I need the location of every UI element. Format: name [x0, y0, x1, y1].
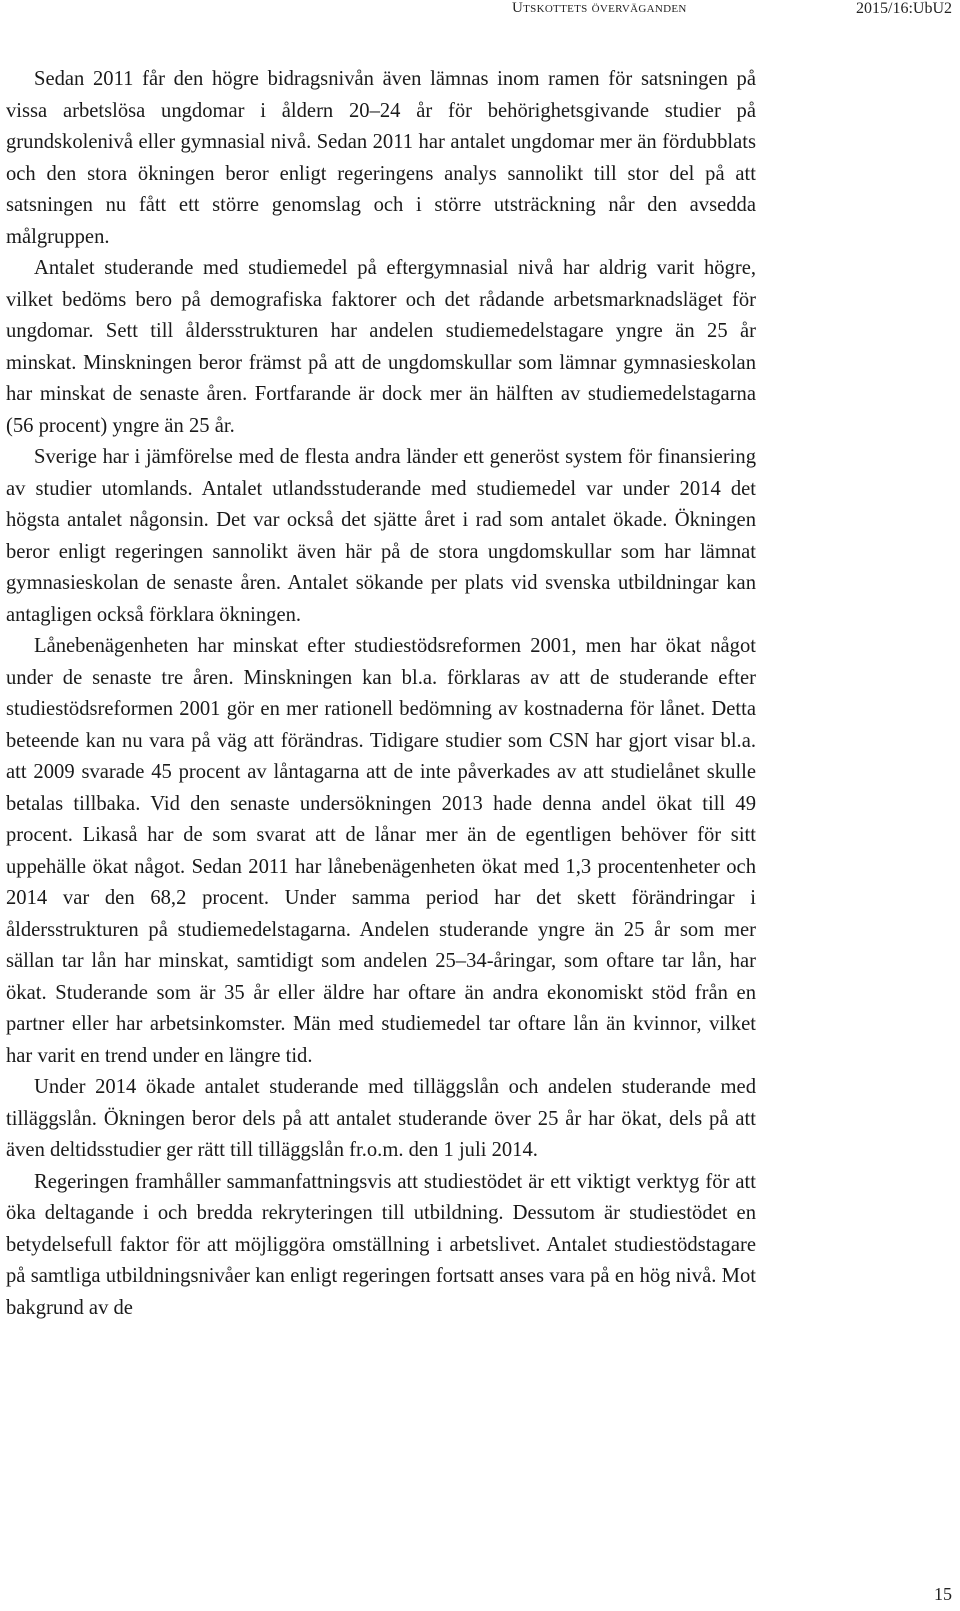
paragraph: Sverige har i jämförelse med de flesta andra länder ett generöst system för finansiering av studier utomlands. Antalet utlandsstuderande med studiemedel var under 2014 det högsta antalet någonsin. Det var också det sjätte året i rad som antalet ökade. Ökningen beror enligt regeringen sannolikt även här på de stora ungdomskullar som har lämnat gymnasieskolan de senaste åren. Antalet sökande per plats vid svenska utbildningar kan antagligen också förklara ökningen.: [6, 446, 756, 626]
header-document-id: 2015/16:UbU2: [856, 0, 952, 17]
paragraph: Regeringen framhåller sammanfattningsvis att studiestödet är ett viktigt verktyg för att öka deltagande i och bredda rekryteringen till utbildning. Dessutom är studiestödet en betydelsefull faktor för att möjliggöra omställning i arbetslivet. Antalet studiestödstagare på samtliga utbildningsnivåer kan enligt regeringen fortsatt anses vara på en hög nivå. Mot bakgrund av de: [6, 1170, 756, 1319]
body-text: [6, 64, 756, 1324]
page-number: 15: [934, 1584, 952, 1604]
paragraph: Antalet studerande med studiemedel på eftergymnasial nivå har aldrig varit högre, vilket bedöms bero på demografiska faktorer och det rådande arbetsmarknadsläget för ungdomar. Sett till åldersstrukturen har andelen studiemedelstagare yngre än 25 år minskat. Minskningen beror främst på att de ungdomskullar som lämnar gymnasieskolan har minskat de senaste åren. Fortfarande är dock mer än hälften av studiemedelstagarna (56 procent) yngre än 25 år.: [6, 257, 756, 437]
running-header: [0, 0, 960, 30]
paragraph: Under 2014 ökade antalet studerande med tilläggslån och andelen studerande med tilläggslån. Ökningen beror dels på att antalet studerande över 25 år har ökat, dels på att även deltidsstudier ger rätt till tilläggslån fr.o.m. den 1 juli 2014.: [6, 1076, 756, 1161]
header-section-title: Utskottets överväganden: [512, 0, 687, 16]
paragraph: Sedan 2011 får den högre bidragsnivån även lämnas inom ramen för satsningen på vissa arbetslösa ungdomar i åldern 20–24 år för behörighetsgivande studier på grundskolenivå eller gymnasial nivå. Sedan 2011 har antalet ungdomar mer än fördubblats och den stora ökningen beror enligt regeringens analys sannolikt till stor del på att satsningen nu fått ett större genomslag och i större utsträckning når den avsedda målgruppen.: [6, 68, 756, 248]
paragraph: Lånebenägenheten har minskat efter studiestödsreformen 2001, men har ökat något under de senaste tre åren. Minskningen kan bl.a. förklaras av att de studerande efter studiestödsreformen 2001 gör en mer rationell bedömning av kostnaderna för lånet. Detta beteende kan nu vara på väg att förändras. Tidigare studier som CSN har gjort visar bl.a. att 2009 svarade 45 procent av låntagarna att de inte påverkades av att studielånet skulle betalas tillbaka. Vid den senaste undersökningen 2013 hade denna andel ökat till 49 procent. Likaså har de som svarat att de lånar mer än de egentligen behöver för sitt uppehälle ökat något. Sedan 2011 har lånebenägenheten ökat med 1,3 procentenheter och 2014 var den 68,2 procent. Under samma period har det skett förändringar i åldersstrukturen på studiemedelstagarna. Andelen studerande yngre än 25 år som mer sällan tar lån har minskat, samtidigt som andelen 25–34-åringar, som oftare tar lån, har ökat. Studerande som är 35 år eller äldre har oftare än andra ekonomiskt stöd från en partner eller har arbetsinkomster. Män med studiemedel tar oftare lån än kvinnor, vilket har varit en trend under en längre tid.: [6, 635, 756, 1067]
